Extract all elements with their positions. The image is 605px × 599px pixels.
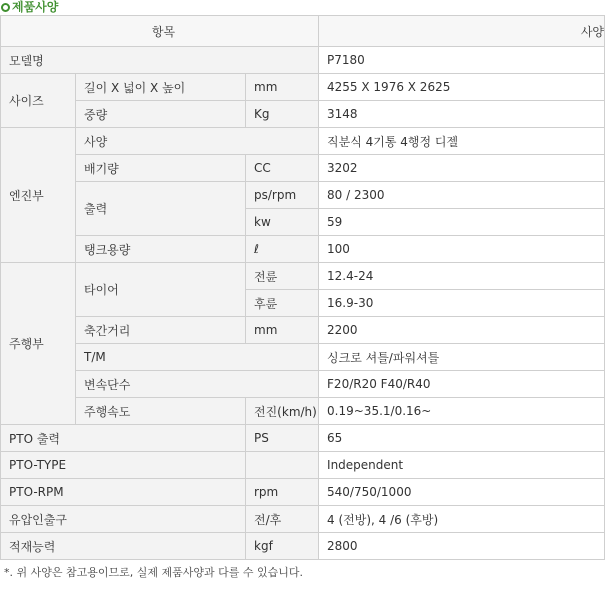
row-sub-tm: T/M bbox=[76, 344, 319, 371]
row-unit-size: mm bbox=[246, 74, 319, 101]
row-value-tank: 100 bbox=[319, 236, 605, 263]
row-unit-speed: 전진(km/h) bbox=[246, 398, 319, 425]
table-row bbox=[1, 101, 605, 128]
row-unit-weight: Kg bbox=[246, 101, 319, 128]
table-row bbox=[1, 452, 605, 479]
row-unit-tire-front: 전륜 bbox=[246, 263, 319, 290]
row-value-displacement: 3202 bbox=[319, 155, 605, 182]
row-unit-pto-rpm: rpm bbox=[246, 479, 319, 506]
row-sub-displacement: 배기량 bbox=[76, 155, 246, 182]
header-item: 항목 bbox=[1, 16, 319, 47]
row-sub-engine: 사양 bbox=[76, 128, 319, 155]
row-label-pto-type: PTO-TYPE bbox=[1, 452, 246, 479]
row-label-load: 적재능력 bbox=[1, 533, 246, 560]
row-value-gears: F20/R20 F40/R40 bbox=[319, 371, 605, 398]
table-row bbox=[1, 506, 605, 533]
circle-bullet-icon bbox=[1, 3, 10, 12]
table-row bbox=[1, 317, 605, 344]
row-sub-output: 출력 bbox=[76, 182, 246, 236]
spec-table bbox=[0, 15, 605, 560]
row-unit-tank: ℓ bbox=[246, 236, 319, 263]
table-row bbox=[1, 398, 605, 425]
table-row bbox=[1, 74, 605, 101]
row-label-pto-output: PTO 출력 bbox=[1, 425, 246, 452]
row-value-pto-output: 65 bbox=[319, 425, 605, 452]
section-title bbox=[0, 0, 58, 16]
row-unit-displacement: CC bbox=[246, 155, 319, 182]
table-row bbox=[1, 371, 605, 398]
row-unit-hydraulic: 전/후 bbox=[246, 506, 319, 533]
row-value-output-kw: 59 bbox=[319, 209, 605, 236]
table-row bbox=[1, 236, 605, 263]
row-sub-speed: 주행속도 bbox=[76, 398, 246, 425]
row-value-tire-front: 12.4-24 bbox=[319, 263, 605, 290]
row-value-output: 80 / 2300 bbox=[319, 182, 605, 209]
table-row bbox=[1, 479, 605, 506]
table-row bbox=[1, 263, 605, 290]
row-unit-pto-output: PS bbox=[246, 425, 319, 452]
header-spec: 사양 bbox=[319, 16, 605, 47]
table-row bbox=[1, 533, 605, 560]
row-label-drive: 주행부 bbox=[1, 263, 76, 425]
row-sub-tank: 탱크용량 bbox=[76, 236, 246, 263]
row-label-hydraulic: 유압인출구 bbox=[1, 506, 246, 533]
table-header-row bbox=[1, 16, 605, 47]
row-value-hydraulic: 4 (전방), 4 /6 (후방) bbox=[319, 506, 605, 533]
disclaimer-note: *. 위 사양은 참고용이므로, 실제 제품사양과 다를 수 있습니다. bbox=[4, 566, 303, 579]
table-row bbox=[1, 128, 605, 155]
row-value-pto-type: Independent bbox=[319, 452, 605, 479]
row-unit-load: kgf bbox=[246, 533, 319, 560]
row-value-size: 4255 X 1976 X 2625 bbox=[319, 74, 605, 101]
row-value-weight: 3148 bbox=[319, 101, 605, 128]
row-value-tm: 싱크로 셔틀/파워셔틀 bbox=[319, 344, 605, 371]
row-unit-output: ps/rpm bbox=[246, 182, 319, 209]
table-row bbox=[1, 155, 605, 182]
row-unit-pto-type bbox=[246, 452, 319, 479]
row-label-size: 사이즈 bbox=[1, 74, 76, 128]
row-sub-tire: 타이어 bbox=[76, 263, 246, 317]
row-label-model: 모델명 bbox=[1, 47, 319, 74]
row-value-load: 2800 bbox=[319, 533, 605, 560]
table-row bbox=[1, 47, 605, 74]
table-row bbox=[1, 425, 605, 452]
row-unit-tire-rear: 후륜 bbox=[246, 290, 319, 317]
table-row bbox=[1, 182, 605, 209]
row-label-pto-rpm: PTO-RPM bbox=[1, 479, 246, 506]
row-value-engine: 직분식 4기통 4행정 디젤 bbox=[319, 128, 605, 155]
row-value-model: P7180 bbox=[319, 47, 605, 74]
table-row bbox=[1, 344, 605, 371]
row-sub-wheelbase: 축간거리 bbox=[76, 317, 246, 344]
section-title-text: 제품사양 bbox=[12, 0, 59, 14]
row-value-tire-rear: 16.9-30 bbox=[319, 290, 605, 317]
row-value-wheelbase: 2200 bbox=[319, 317, 605, 344]
row-sub-weight: 중량 bbox=[76, 101, 246, 128]
row-value-pto-rpm: 540/750/1000 bbox=[319, 479, 605, 506]
row-label-engine: 엔진부 bbox=[1, 128, 76, 263]
row-sub-size: 길이 X 넓이 X 높이 bbox=[76, 74, 246, 101]
row-value-speed: 0.19~35.1/0.16~ bbox=[319, 398, 605, 425]
row-unit-output-kw: kw bbox=[246, 209, 319, 236]
row-unit-wheelbase: mm bbox=[246, 317, 319, 344]
row-sub-gears: 변속단수 bbox=[76, 371, 319, 398]
